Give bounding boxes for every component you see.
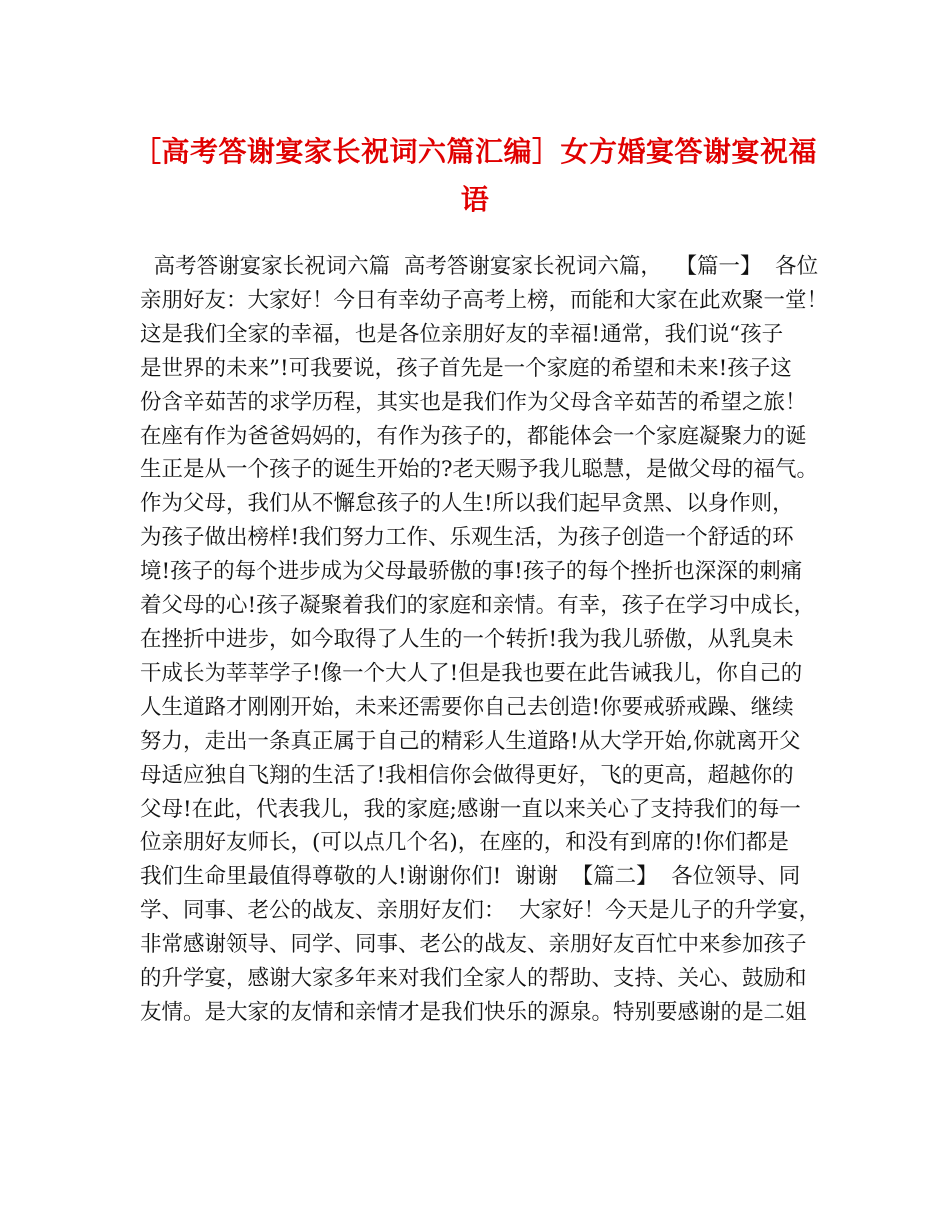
body-line: 境!孩子的每个进步成为父母最骄傲的事!孩子的每个挫折也深深的刺痛 bbox=[140, 559, 803, 585]
body-line: 人生道路才刚刚开始，未来还需要你自己去创造!你要戒骄戒躁、继续 bbox=[140, 694, 794, 720]
body-line: 的升学宴，感谢大家多年来对我们全家人的帮助、支持、关心、鼓励和 bbox=[140, 966, 807, 992]
body-line: 干成长为莘莘学子!像一个大人了!但是我也要在此告诫我儿，你自己的 bbox=[140, 660, 803, 686]
body-line: 作为父母，我们从不懈怠孩子的人生!所以我们起早贪黑、以身作则， bbox=[140, 491, 794, 517]
body-line: 生正是从一个孩子的诞生开始的?老天赐予我儿聪慧，是做父母的福气。 bbox=[140, 457, 819, 483]
body-line: 份含辛茹苦的求学历程，其实也是我们作为父母含辛茹苦的希望之旅！ bbox=[140, 389, 807, 415]
title-line-1: ［高考答谢宴家长祝词六篇汇编］女方婚宴答谢宴祝福 bbox=[132, 135, 817, 168]
body-line: 努力，走出一条真正属于自己的精彩人生道路!从大学开始,你就离开父 bbox=[140, 728, 801, 754]
body-line: 母适应独自飞翔的生活了!我相信你会做得更好，飞的更高，超越你的 bbox=[140, 762, 794, 788]
body-line: 友情。是大家的友情和亲情才是我们快乐的源泉。特别要感谢的是二姐 bbox=[140, 999, 807, 1025]
body-line: 这是我们全家的幸福，也是各位亲朋好友的幸福!通常，我们说“孩子 bbox=[140, 321, 784, 347]
body-line: 我们生命里最值得尊敬的人!谢谢你们! 谢谢 【篇二】 各位领导、同 bbox=[140, 864, 801, 890]
body-line: 位亲朋好友师长，(可以点几个名)，在座的，和没有到席的!你们都是 bbox=[140, 830, 789, 856]
body-line: 着父母的心!孩子凝聚着我们的家庭和亲情。有幸，孩子在学习中成长， bbox=[140, 593, 816, 619]
body-line: 非常感谢领导、同学、同事、老公的战友、亲朋好友百忙中来参加孩子 bbox=[140, 932, 807, 958]
body-line: 父母!在此，代表我儿，我的家庭;感谢一直以来关心了支持我们的每一 bbox=[140, 796, 801, 822]
body-line: 在座有作为爸爸妈妈的，有作为孩子的，都能体会一个家庭凝聚力的诞 bbox=[140, 423, 807, 449]
body-line: 高考答谢宴家长祝词六篇 高考答谢宴家长祝词六篇， 【篇一】 各位 bbox=[140, 254, 819, 279]
body-line: 为孩子做出榜样!我们努力工作、乐观生活，为孩子创造一个舒适的环 bbox=[140, 525, 794, 551]
document-title bbox=[120, 128, 830, 224]
body-line: 亲朋好友：大家好！今日有幸幼子高考上榜，而能和大家在此欢聚一堂！ bbox=[140, 287, 829, 313]
body-line: 在挫折中进步，如今取得了人生的一个转折!我为我儿骄傲，从乳臭未 bbox=[140, 626, 794, 652]
body-line: 学、同事、老公的战友、亲朋好友们： 大家好！今天是儿子的升学宴， bbox=[140, 898, 821, 924]
document-body bbox=[140, 250, 830, 1030]
title-line-2: 语 bbox=[460, 183, 490, 216]
body-line: 是世界的未来”!可我要说，孩子首先是一个家庭的希望和未来!孩子这 bbox=[140, 355, 792, 381]
